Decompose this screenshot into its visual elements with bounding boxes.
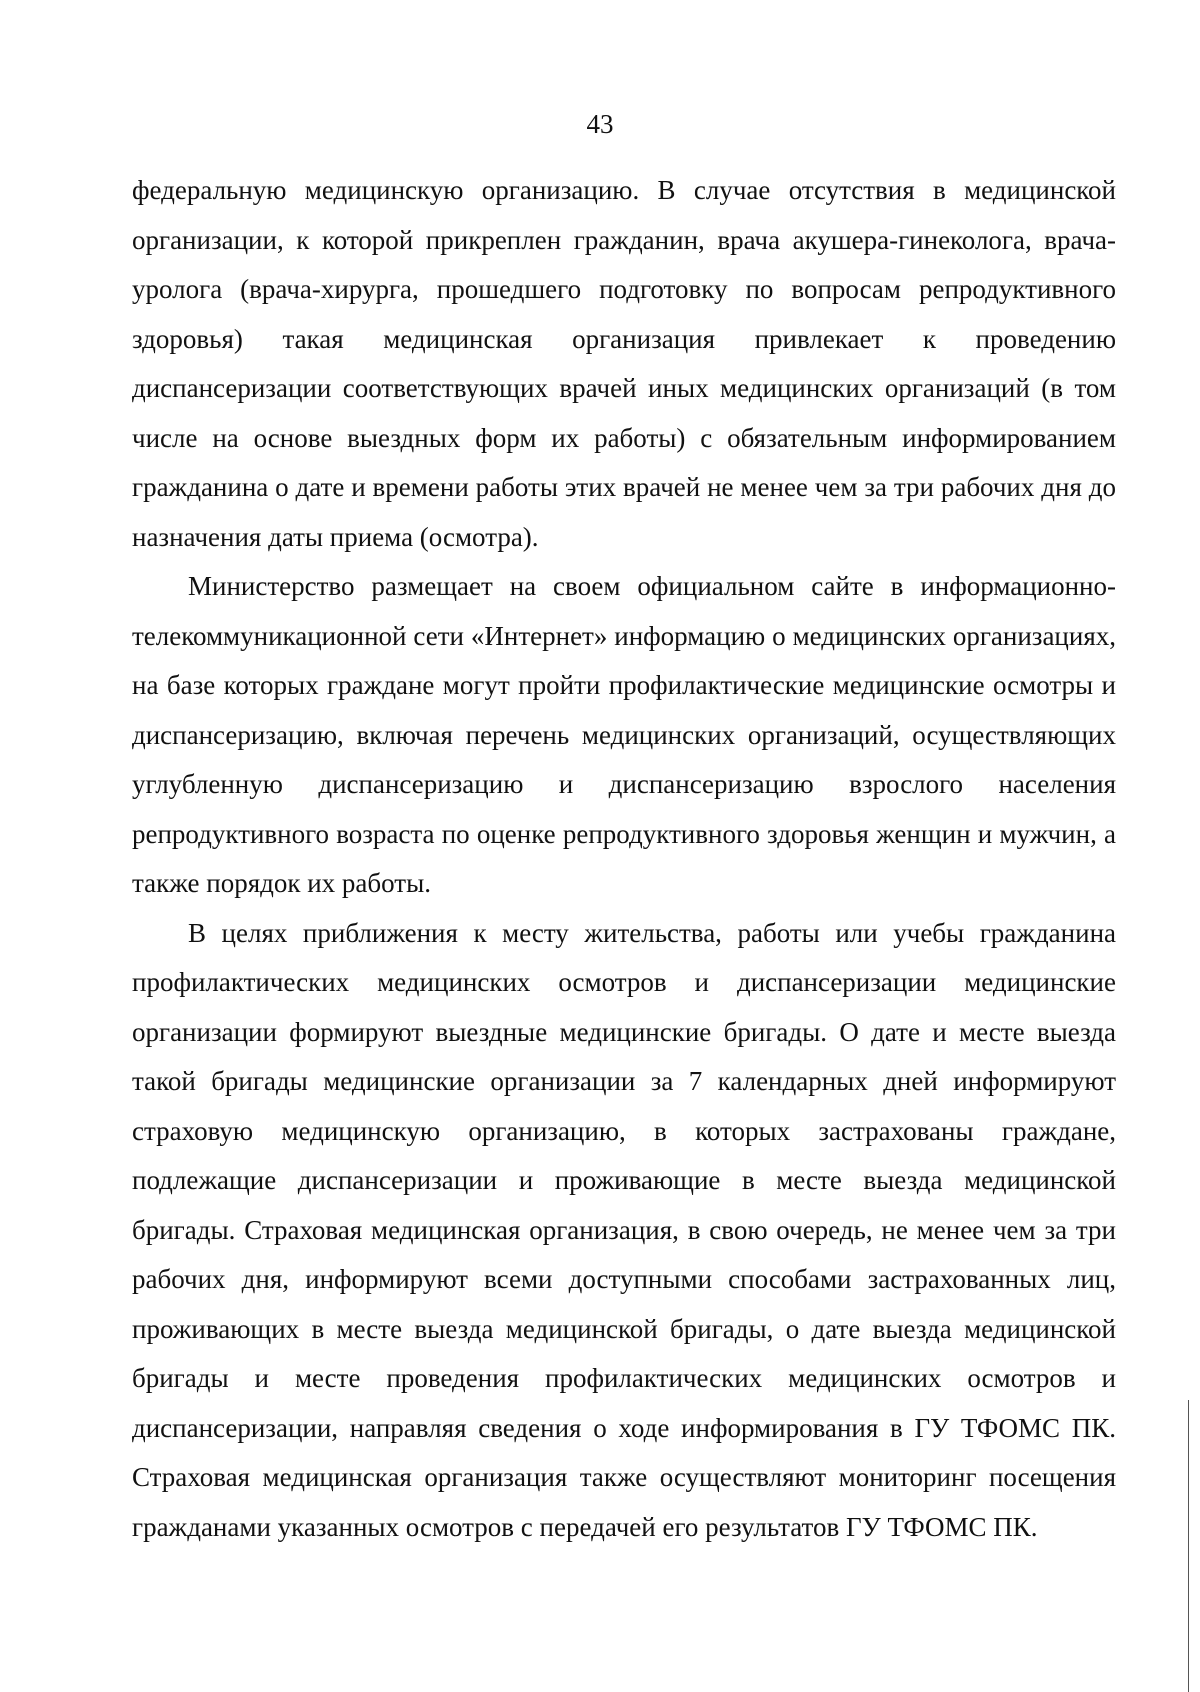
scan-margin-line [1188,1400,1189,1692]
page-number: 43 [586,109,614,139]
paragraph-ministry-website: Министерство размещает на своем официальном сайте в информационно-телекоммуникационной сети «Интернет» информацию о медицинских организациях, на базе которых граждане могут пройти профилактические медицинские осмотры и диспансеризацию, включая перечень медицинских организаций, осуществляющих углубленную диспансеризацию и диспансеризацию взрослого населения репродуктивного возраста по оценке репродуктивного здоровья женщин и мужчин, а также порядок их работы. [132,571,1116,898]
paragraph-mobile-brigades: В целях приближения к месту жительства, работы или учебы гражданина профилактических медицинских осмотров и диспансеризации медицинские организации формируют выездные медицинские бригады. О дате и месте выезда такой бригады медицинские организации за 7 календарных дней информируют страховую медицинскую организацию, в которых застрахованы граждане, подлежащие диспансеризации и проживающие в месте выезда медицинской бригады. Страховая медицинская организация, в свою очередь, не менее чем за три рабочих дня, информируют всеми доступными способами застрахованных лиц, проживающих в месте выезда медицинской бригады, о дате выезда медицинской бригады и месте проведения профилактических медицинских осмотров и диспансеризации, направляя сведения о ходе информирования в ГУ ТФОМС ПК. Страховая медицинская организация также осуществляют мониторинг посещения гражданами указанных осмотров с передачей его результатов ГУ ТФОМС ПК. [132,917,1116,1542]
paragraph-continuation: федеральную медицинскую организацию. В случае отсутствия в медицинской организации, к которой прикреплен гражданин, врача акушера-гинеколога, врача-уролога (врача-хирурга, прошедшего подготовку по вопросам репродуктивного здоровья) такая медицинская организация привлекает к проведению диспансеризации соответствующих врачей иных медицинских организаций (в том числе на основе выездных форм их работы) с обязательным информированием гражданина о дате и времени работы этих врачей не менее чем за три рабочих дня до назначения даты приема (осмотра). [132,175,1116,552]
body-text [132,166,1116,1552]
